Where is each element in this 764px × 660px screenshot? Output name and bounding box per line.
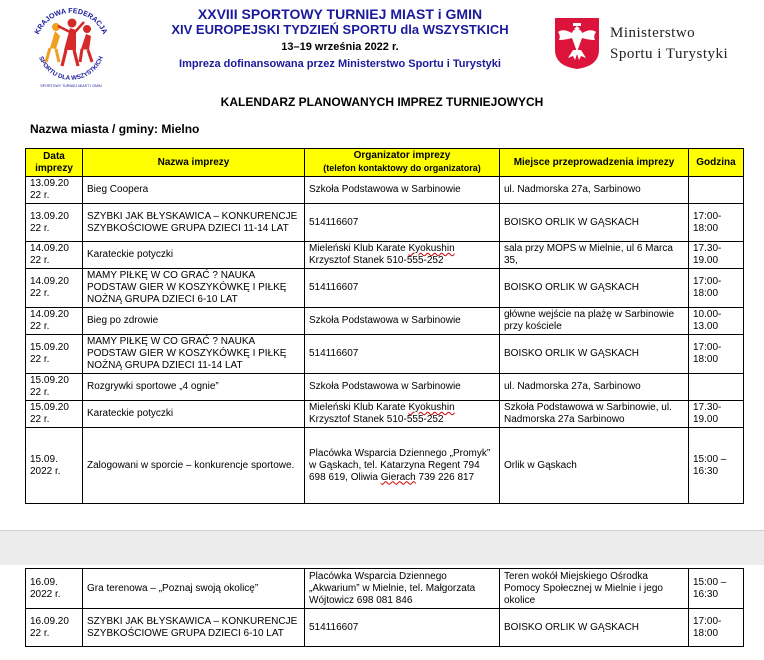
cell-name: Bieg Coopera — [83, 177, 305, 204]
cell-place: Orlik w Gąskach — [500, 428, 689, 504]
cell-time: 17:00-18:00 — [689, 609, 744, 647]
cell-time: 17:00-18:00 — [689, 335, 744, 374]
table-row — [26, 177, 744, 204]
cell-organizer: 514116607 — [305, 204, 500, 242]
cell-organizer: 514116607 — [305, 335, 500, 374]
cell-date: 15.09. 2022 r. — [26, 428, 83, 504]
cell-place: BOISKO ORLIK W GĄSKACH — [500, 204, 689, 242]
cell-time: 15:00 – 16:30 — [689, 569, 744, 609]
table-row — [26, 335, 744, 374]
cell-name: MAMY PIŁKĘ W CO GRAĆ ? NAUKA PODSTAW GIER W KOSZYKÓWKĘ I PIŁKĘ NOŻNĄ GRUPA DZIECI 11-14 LAT — [83, 335, 305, 374]
events-table — [25, 148, 744, 504]
cell-organizer: Szkoła Podstawowa w Sarbinowie — [305, 177, 500, 204]
cell-name: Karateckie potyczki — [83, 401, 305, 428]
polish-eagle-emblem-icon — [553, 16, 601, 70]
cell-place: ul. Nadmorska 27a, Sarbinowo — [500, 177, 689, 204]
svg-text:SPORTOWY TURNIEJ MIAST I GMIN: SPORTOWY TURNIEJ MIAST I GMIN — [40, 84, 102, 88]
document-page-2 — [0, 565, 764, 660]
column-header-place: Miejsce przeprowadzenia imprezy — [500, 149, 689, 177]
cell-name: MAMY PIŁKĘ W CO GRAĆ ? NAUKA PODSTAW GIER W KOSZYKÓWKĘ I PIŁKĘ NOŻNĄ GRUPA DZIECI 6-10 LAT — [83, 269, 305, 308]
cell-organizer: Mieleński Klub Karate Kyokushin Krzysztof Stanek 510-555-252 — [305, 242, 500, 269]
cell-name: Zalogowani w sporcie – konkurencje sportowe. — [83, 428, 305, 504]
cell-time: 17.30-19.00 — [689, 242, 744, 269]
cell-name: Gra terenowa – „Poznaj swoją okolicę” — [83, 569, 305, 609]
cell-date: 14.09.20 22 r. — [26, 242, 83, 269]
table-row — [26, 428, 744, 504]
cell-place: BOISKO ORLIK W GĄSKACH — [500, 269, 689, 308]
event-dates: 13–19 września 2022 r. — [281, 41, 399, 53]
events-table-continued — [25, 568, 744, 647]
cell-date: 16.09.20 22 r. — [26, 609, 83, 647]
city-label: Nazwa miasta / gminy: Mielno — [30, 122, 200, 136]
cell-place: główne wejście na plażę w Sarbinowie przy kościele — [500, 308, 689, 335]
cell-date: 13.09.20 22 r. — [26, 204, 83, 242]
document-title: KALENDARZ PLANOWANYCH IMPREZ TURNIEJOWYCH — [220, 95, 544, 109]
cell-place: Teren wokół Miejskiego Ośrodka Pomocy Społecznej w Mielnie i jego okolice — [500, 569, 689, 609]
cell-time: 17:00-18:00 — [689, 269, 744, 308]
cell-organizer: Szkoła Podstawowa w Sarbinowie — [305, 374, 500, 401]
svg-text:KRAJOWA FEDERACJA: KRAJOWA FEDERACJA — [32, 5, 110, 36]
cell-place: ul. Nadmorska 27a, Sarbinowo — [500, 374, 689, 401]
cell-time: 10.00-13.00 — [689, 308, 744, 335]
cell-time — [689, 374, 744, 401]
cell-date: 15.09.20 22 r. — [26, 401, 83, 428]
cell-organizer: Placówka Wsparcia Dziennego „Promyk” w Gąskach, tel. Katarzyna Regent 794 698 619, Oliwia Gierach 739 226 817 — [305, 428, 500, 504]
cell-time: 15:00 – 16:30 — [689, 428, 744, 504]
table-row — [26, 374, 744, 401]
funding-note: Impreza dofinansowana przez Ministerstwo Sportu i Turystyki — [179, 58, 501, 70]
cell-date: 16.09. 2022 r. — [26, 569, 83, 609]
header-block — [140, 6, 540, 72]
table-row — [26, 609, 744, 647]
cell-time — [689, 177, 744, 204]
cell-place: sala przy MOPS w Mielnie, ul 6 Marca 35, — [500, 242, 689, 269]
cell-organizer: Mieleński Klub Karate Kyokushin Krzysztof Stanek 510-555-252 — [305, 401, 500, 428]
cell-name: SZYBKI JAK BŁYSKAWICA – KONKURENCJE SZYBKOŚCIOWE GRUPA DZIECI 11-14 LAT — [83, 204, 305, 242]
table-header-row — [26, 149, 744, 177]
table-row — [26, 269, 744, 308]
column-header-organizer: Organizator imprezy (telefon kontaktowy do organizatora) — [305, 149, 500, 177]
cell-name: Bieg po zdrowie — [83, 308, 305, 335]
table-row — [26, 569, 744, 609]
cell-place: Szkoła Podstawowa w Sarbinowie, ul. Nadmorska 27a Sarbinowo — [500, 401, 689, 428]
table-row — [26, 308, 744, 335]
cell-place: BOISKO ORLIK W GĄSKACH — [500, 335, 689, 374]
cell-name: Rozgrywki sportowe „4 ognie” — [83, 374, 305, 401]
event-title: XXVIII SPORTOWY TURNIEJ MIAST i GMIN — [197, 6, 483, 22]
table-row — [26, 204, 744, 242]
cell-time: 17:00-18:00 — [689, 204, 744, 242]
cell-date: 15.09.20 22 r. — [26, 374, 83, 401]
ministry-name: Ministerstwo Sportu i Turystyki — [610, 25, 729, 62]
cell-name: SZYBKI JAK BŁYSKAWICA – KONKURENCJE SZYBKOŚCIOWE GRUPA DZIECI 6-10 LAT — [83, 609, 305, 647]
cell-organizer: Placówka Wsparcia Dziennego „Akwarium” w Mielnie, tel. Małgorzata Wójtowicz 698 081 846 — [305, 569, 500, 609]
table-row — [26, 242, 744, 269]
svg-text:SPORTU DLA WSZYSTKICH: SPORTU DLA WSZYSTKICH — [37, 55, 105, 82]
cell-date: 15.09.20 22 r. — [26, 335, 83, 374]
column-header-date: Data imprezy — [26, 149, 83, 177]
event-subtitle: XIV EUROPEJSKI TYDZIEŃ SPORTU dla WSZYSTKICH — [171, 22, 509, 37]
cell-date: 14.09.20 22 r. — [26, 269, 83, 308]
cell-name: Karateckie potyczki — [83, 242, 305, 269]
sports-federation-logo-icon — [26, 4, 116, 90]
cell-organizer: 514116607 — [305, 609, 500, 647]
cell-organizer: 514116607 — [305, 269, 500, 308]
cell-organizer: Szkoła Podstawowa w Sarbinowie — [305, 308, 500, 335]
column-header-time: Godzina — [689, 149, 744, 177]
cell-place: BOISKO ORLIK W GĄSKACH — [500, 609, 689, 647]
cell-date: 14.09.20 22 r. — [26, 308, 83, 335]
cell-date: 13.09.20 22 r. — [26, 177, 83, 204]
table-row — [26, 401, 744, 428]
page-break-gap — [0, 530, 764, 566]
cell-time: 17.30-19.00 — [689, 401, 744, 428]
column-header-name: Nazwa imprezy — [83, 149, 305, 177]
